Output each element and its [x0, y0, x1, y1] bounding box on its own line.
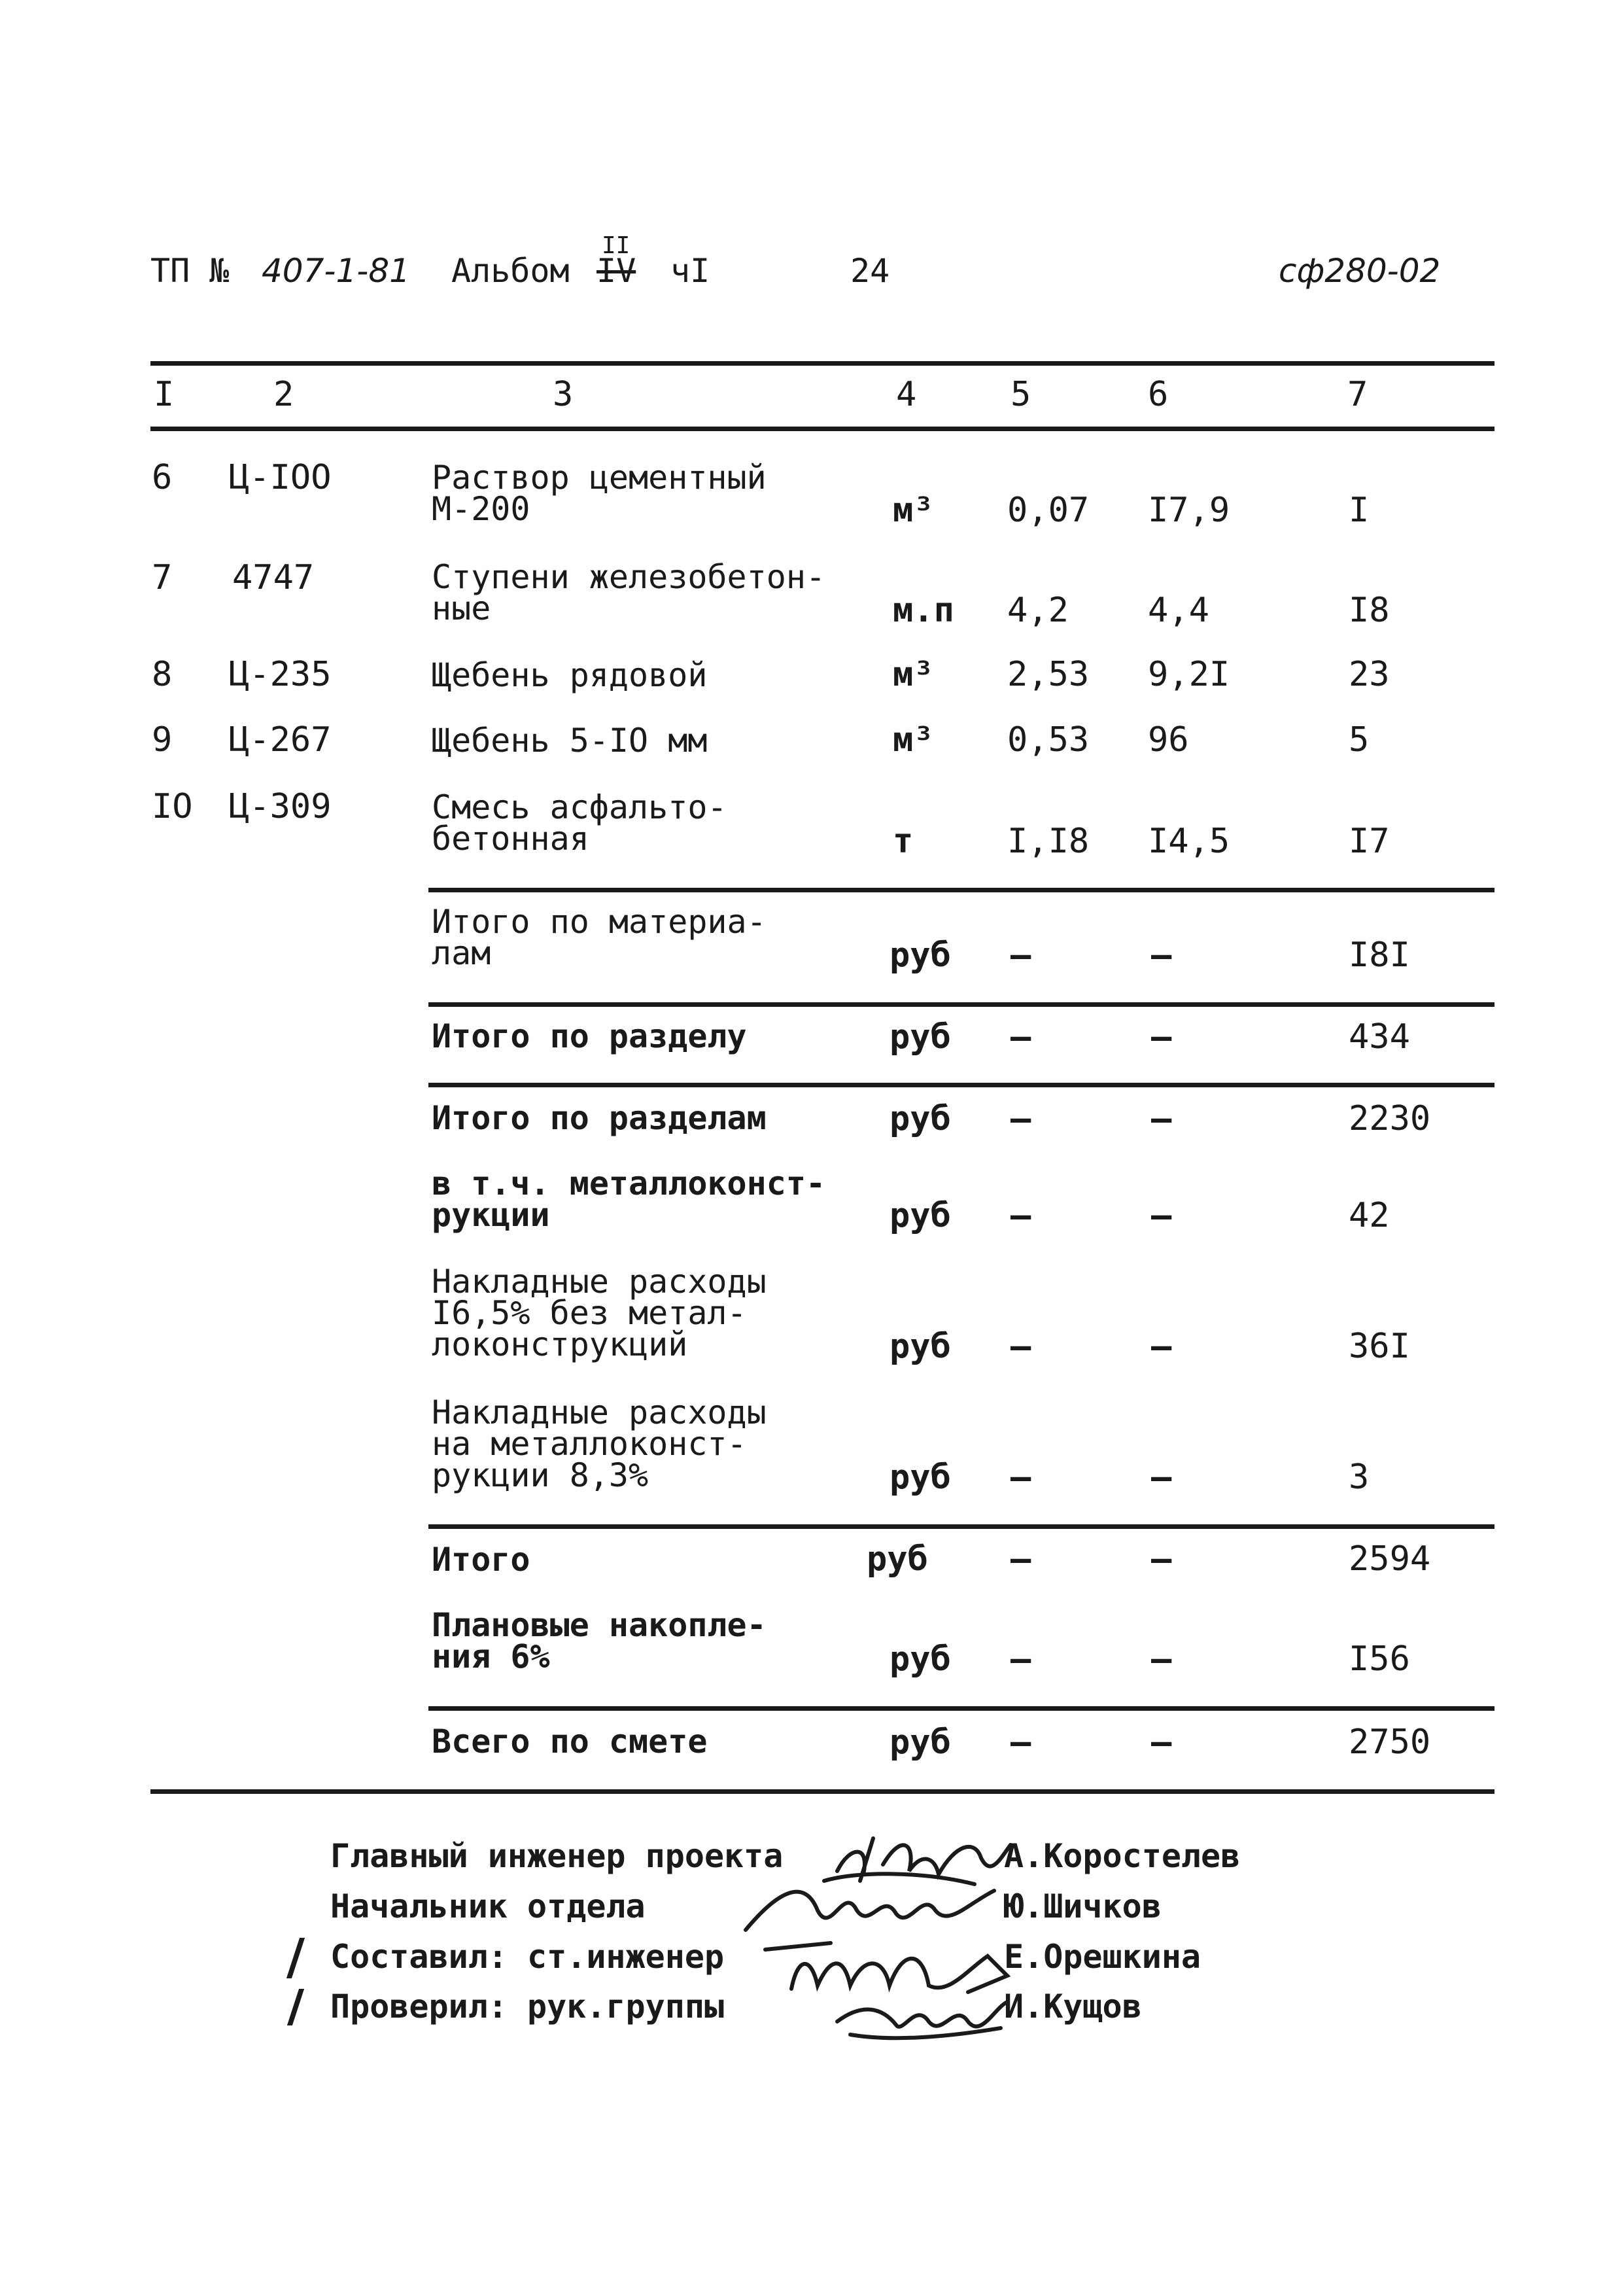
row-qty: 4,2 — [1007, 591, 1069, 630]
sections-rule — [428, 1083, 1494, 1087]
total-rule — [428, 1524, 1494, 1529]
row-unit: м³ — [893, 491, 934, 530]
summary-total: 36I — [1349, 1327, 1410, 1366]
materials-rule — [428, 888, 1494, 892]
row-unit: м³ — [893, 720, 934, 760]
row-total: 23 — [1349, 655, 1390, 694]
summary-desc: Плановые накопле- ния 6% — [432, 1606, 767, 1675]
summary-qty: – — [1011, 1327, 1031, 1366]
row-desc: Раствор цементный М-200 — [432, 459, 767, 528]
signature-name: А.Коростелев — [1004, 1837, 1241, 1875]
row-no: 8 — [152, 655, 173, 694]
doc-code: сф280-02 — [1279, 252, 1441, 290]
summary-total: I8I — [1349, 936, 1410, 975]
row-unit: т — [893, 822, 914, 861]
row-no: 9 — [152, 720, 173, 760]
summary-total: 434 — [1349, 1017, 1410, 1057]
signature-scribble — [824, 1982, 1020, 2048]
row-price: I7,9 — [1148, 491, 1230, 530]
summary-price: – — [1151, 1639, 1172, 1679]
section-rule — [428, 1002, 1494, 1007]
col-header-2: 2 — [273, 375, 294, 414]
summary-desc: Накладные расходы на металлоконст- рукции 8,3% — [432, 1393, 767, 1494]
row-total: I — [1349, 491, 1370, 530]
row-desc: Смесь асфальто- бетонная — [432, 788, 727, 858]
row-desc: Щебень рядовой — [432, 656, 708, 694]
row-no: 7 — [152, 558, 173, 597]
summary-unit: руб — [890, 1327, 951, 1366]
summary-qty: – — [1011, 1458, 1031, 1497]
summary-qty: – — [1011, 1099, 1031, 1138]
signature-role: Проверил: рук.группы — [330, 1988, 725, 2025]
row-total: I8 — [1349, 591, 1390, 630]
summary-total: 2594 — [1349, 1539, 1431, 1579]
row-price: 9,2I — [1148, 655, 1230, 694]
tp-label: ТП № — [150, 252, 230, 290]
summary-desc: Накладные расходы I6,5% без метал- локонструкций — [432, 1263, 767, 1363]
album-number: II — [602, 232, 631, 259]
signature-role: Составил: ст.инженер — [330, 1938, 725, 1976]
signature-name: Ю.Шичков — [1004, 1887, 1162, 1925]
summary-unit: руб — [890, 1017, 951, 1057]
summary-desc: Итого — [432, 1541, 530, 1579]
summary-total: 42 — [1349, 1196, 1390, 1235]
signature-name: И.Кущов — [1004, 1988, 1142, 2025]
row-qty: 0,53 — [1007, 720, 1090, 760]
summary-price: – — [1151, 1723, 1172, 1762]
summary-unit: руб — [890, 1723, 951, 1762]
signature-role: Начальник отдела — [330, 1887, 646, 1925]
summary-price: – — [1151, 1327, 1172, 1366]
summary-price: – — [1151, 1099, 1172, 1138]
summary-desc: Итого по разделам — [432, 1099, 767, 1137]
row-unit: м.п — [893, 591, 954, 630]
row-qty: I,I8 — [1007, 822, 1090, 861]
col-header-3: 3 — [553, 375, 574, 414]
row-qty: 0,07 — [1007, 491, 1090, 530]
summary-total: 3 — [1349, 1458, 1370, 1497]
row-code: Ц-235 — [229, 655, 332, 694]
album-number-struck: IV — [596, 252, 636, 290]
row-price: 4,4 — [1148, 591, 1209, 630]
summary-qty: – — [1011, 1723, 1031, 1762]
table-top-rule — [150, 361, 1494, 366]
part-label: чI — [670, 252, 710, 290]
summary-unit: руб — [867, 1539, 928, 1579]
summary-unit: руб — [890, 1639, 951, 1679]
table-header-rule — [150, 427, 1494, 431]
col-header-4: 4 — [896, 375, 917, 414]
summary-unit: руб — [890, 1196, 951, 1235]
summary-desc: Итого по разделу — [432, 1017, 747, 1055]
row-total: I7 — [1349, 822, 1390, 861]
summary-desc: в т.ч. металлоконст- рукции — [432, 1165, 826, 1234]
summary-qty: – — [1011, 1539, 1031, 1579]
col-header-1: I — [154, 375, 175, 414]
summary-price: – — [1151, 936, 1172, 975]
row-code: Ц-267 — [229, 720, 332, 760]
col-header-7: 7 — [1347, 375, 1368, 414]
summary-unit: руб — [890, 1458, 951, 1497]
row-code: Ц-309 — [229, 787, 332, 826]
grand-total-rule — [428, 1706, 1494, 1711]
row-no: 6 — [152, 458, 173, 497]
tp-number: 407-1-81 — [262, 252, 410, 290]
row-code: 4747 — [232, 558, 315, 597]
summary-price: – — [1151, 1539, 1172, 1579]
row-desc: Ступени железобетон- ные — [432, 558, 826, 627]
row-unit: м³ — [893, 655, 934, 694]
summary-price: – — [1151, 1017, 1172, 1057]
table-bottom-rule — [150, 1789, 1494, 1794]
album-label: Альбом — [451, 252, 570, 290]
summary-total: 2750 — [1349, 1723, 1431, 1762]
row-qty: 2,53 — [1007, 655, 1090, 694]
row-price: 96 — [1148, 720, 1189, 760]
summary-total: 2230 — [1349, 1099, 1431, 1138]
summary-qty: – — [1011, 1639, 1031, 1679]
col-header-6: 6 — [1148, 375, 1169, 414]
summary-unit: руб — [890, 1099, 951, 1138]
summary-unit: руб — [890, 936, 951, 975]
summary-desc: Всего по смете — [432, 1723, 708, 1761]
page-number: 24 — [850, 252, 890, 290]
row-total: 5 — [1349, 720, 1370, 760]
check-mark-icon — [286, 1938, 305, 1978]
summary-qty: – — [1011, 1017, 1031, 1057]
signature-name: Е.Орешкина — [1004, 1938, 1201, 1976]
col-header-5: 5 — [1011, 375, 1031, 414]
summary-price: – — [1151, 1458, 1172, 1497]
row-desc: Щебень 5-IO мм — [432, 722, 708, 760]
summary-qty: – — [1011, 1196, 1031, 1235]
check-mark-icon — [287, 1989, 304, 2025]
row-code: Ц-IOO — [229, 458, 332, 497]
summary-total: I56 — [1349, 1639, 1410, 1679]
summary-desc: Итого по материа- лам — [432, 903, 767, 972]
summary-qty: – — [1011, 936, 1031, 975]
summary-price: – — [1151, 1196, 1172, 1235]
row-price: I4,5 — [1148, 822, 1230, 861]
row-no: IO — [152, 787, 193, 826]
signature-role: Главный инженер проекта — [330, 1837, 784, 1875]
